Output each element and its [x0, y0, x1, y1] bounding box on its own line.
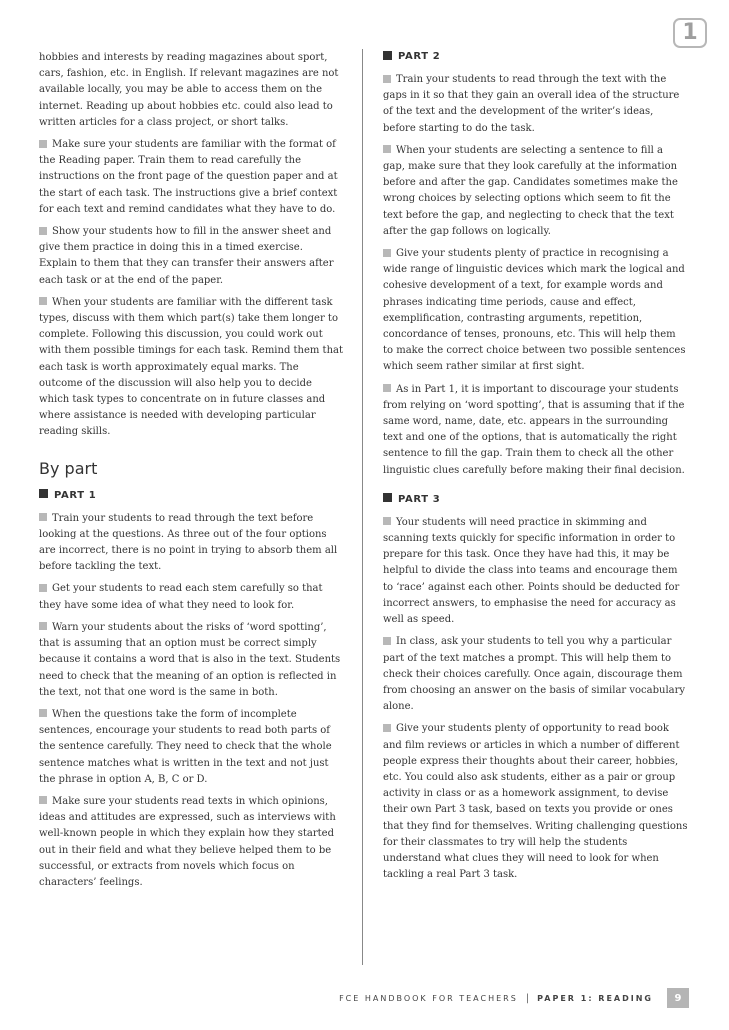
heading-square-icon [383, 493, 392, 502]
part-1-tip-3: Warn your students about the risks of ‘word spotting’, that is assuming that an option must be correct simply because it contains a word that is also in the text. Students need to check that the meaning of an option is reflected in the text, not that one word is the same in both. [39, 621, 341, 698]
part-1-tip-1: Train your students to read through the text before looking at the questions. As three out of the four options are incorrect, there is no point in trying to absorb them all before tackling the text. [39, 512, 338, 573]
left-column [39, 50, 344, 897]
paper-number-badge: 1 [673, 18, 707, 48]
part-2-tip-3: Give your students plenty of practice in recognising a wide range of linguistic devices which mark the logical and cohesive development of a text, for example words and phrases indicating time periods, cause and effect, exemplification, contrasting arguments, repetition, concordance of tenses, pronouns, etc. This will help them to make the correct choice between two possible sentences which seem rather similar at first sight. [383, 248, 686, 373]
bullet-square-icon [39, 513, 47, 521]
part-3-heading: PART 3 [383, 493, 688, 507]
part-1-heading: PART 1 [39, 489, 344, 503]
part-1-tip-4: When the questions take the form of incomplete sentences, encourage your students to read both parts of the sentence carefully. They need to check that the whole sentence matches what is written in the text and not just the phrase in option A, B, C or D. [39, 708, 332, 785]
part-3-tip-2: In class, ask your students to tell you why a particular part of the text matches a prompt. This will help them to check their choices carefully. Once again, discourage them from choosing an answer on the basis of similar vocabulary alone. [383, 636, 686, 713]
part-1-tip-5: Make sure your students read texts in which opinions, ideas and attitudes are expressed, such as interviews with well-known people in which they explain how they started out in their field and what they believe helped them to be successful, or extracts from novels which focus on characters’ feelings. [39, 795, 336, 888]
part-2-tip-1: Train your students to read through the text with the gaps in it so that they gain an overall idea of the structure of the text and the development of the writer’s ideas, before starting to do the task. [383, 74, 680, 134]
bullet-square-icon [383, 384, 391, 392]
page-footer [339, 988, 689, 1008]
part-2-tip-2: When your students are selecting a sentence to fill a gap, make sure that they look carefully at the information before and after the gap. Candidates sometimes make the wrong choices by selecting options which seem to fit the text before the gap, and neglecting to check that the text after the gap follows on logically. [383, 144, 678, 237]
bullet-square-icon [39, 140, 47, 148]
bullet-square-icon [383, 517, 391, 525]
intro-paragraph: hobbies and interests by reading magazines about sport, cars, fashion, etc. in English. If relevant magazines are not available locally, you may be able to access them on the internet. Reading up about hobbies etc. could also lead to written articles for a class project, or short talks. [39, 52, 339, 128]
bullet-square-icon [383, 75, 391, 83]
footer-separator: | [525, 992, 530, 1004]
part-2-heading: PART 2 [383, 50, 688, 64]
bullet-square-icon [39, 584, 47, 592]
bullet-square-icon [39, 297, 47, 305]
general-tip-1: Make sure your students are familiar with the format of the Reading paper. Train them to read carefully the instructions on the front page of the question paper and at the start of each task. The instructions give a brief context for each text and remind candidates what they have to do. [39, 139, 338, 215]
page-number: 9 [667, 988, 689, 1008]
footer-paper-title: PAPER 1: READING [537, 993, 653, 1003]
part-3-tip-1: Your students will need practice in skimming and scanning texts quickly for specific information in order to prepare for this task. Once they have had this, it may be helpful to divide the class into teams and encourage them to ‘race’ against each other. Points should be deducted for incorrect answers, to emphasise the need for accuracy as well as speed. [383, 516, 680, 626]
bullet-square-icon [383, 637, 391, 645]
bullet-square-icon [383, 145, 391, 153]
right-column [383, 50, 688, 889]
footer-handbook-title: FCE HANDBOOK FOR TEACHERS [339, 993, 518, 1003]
heading-square-icon [383, 51, 392, 60]
section-title-by-part: By part [39, 458, 98, 478]
part-3-tip-3: Give your students plenty of opportunity to read book and film reviews or articles in which a number of different people express their thoughts about their career, hobbies, etc. You could also ask students, either as a pair or group activity in class or as a homework assignment, to devise their own Part 3 task, based on texts you provide or ones that they find for themselves. Writing challenging questions for their classmates to try will help the students understand what clues they will need to look for when tackling a real Part 3 task. [383, 723, 688, 881]
bullet-square-icon [39, 227, 47, 235]
part-2-tip-4: As in Part 1, it is important to discourage your students from relying on ‘word spotting’, that is assuming that if the same word, name, date, etc. appears in the surrounding text and one of the options, that is automatically the right sentence to fill the gap. Train them to check all the other linguistic clues carefully before making their final decision. [383, 383, 685, 476]
bullet-square-icon [39, 709, 47, 717]
part-1-tip-2: Get your students to read each stem carefully so that they have some idea of what they need to look for. [39, 583, 323, 611]
bullet-square-icon [383, 249, 391, 257]
bullet-square-icon [39, 622, 47, 630]
column-divider [362, 49, 363, 965]
general-tip-3: When your students are familiar with the different task types, discuss with them which part(s) take them longer to complete. Following this discussion, you could work out with them possible timings for each task. Remind them that each task is worth approximately equal marks. The outcome of the discussion will also help you to decide which task types to concentrate on in future classes and where assistance is needed with developing particular reading skills. [39, 296, 343, 438]
bullet-square-icon [39, 796, 47, 804]
bullet-square-icon [383, 724, 391, 732]
heading-square-icon [39, 489, 48, 498]
general-tip-2: Show your students how to fill in the answer sheet and give them practice in doing this in a timed exercise. Explain to them that they can transfer their answers after each task or at the end of the paper. [39, 226, 334, 286]
